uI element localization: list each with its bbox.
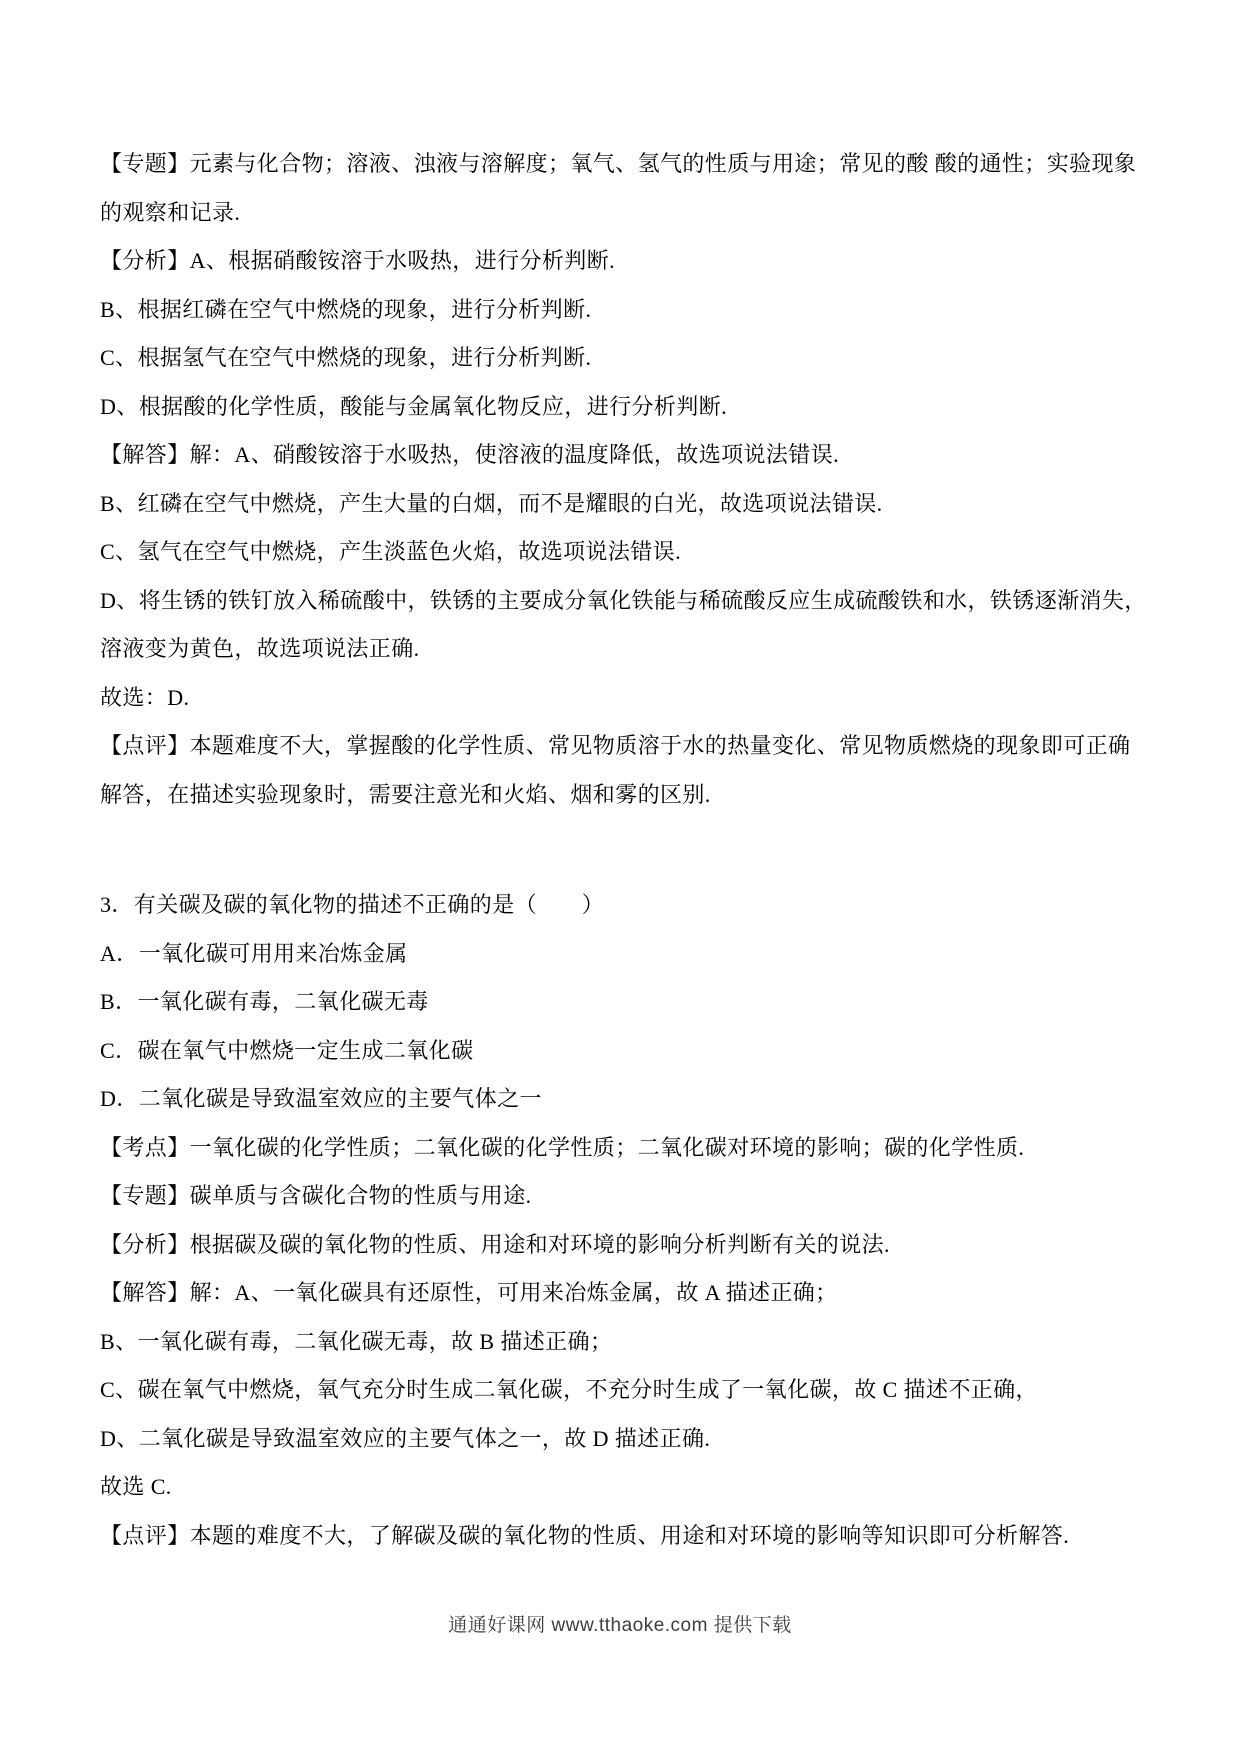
option-b: B．一氧化碳有毒，二氧化碳无毒: [100, 989, 429, 1014]
text-line: 解答，在描述实验现象时，需要注意光和火焰、烟和雾的区别.: [100, 781, 711, 807]
text-line: B、根据红磷在空气中燃烧的现象，进行分析判断.: [100, 296, 592, 322]
option-c: C．碳在氧气中燃烧一定生成二氧化碳: [100, 1037, 474, 1063]
text-line: 故选：D.: [100, 684, 190, 710]
text-line: 【考点】一氧化碳的化学性质；二氧化碳的化学性质；二氧化碳对环境的影响；碳的化学性质.: [100, 1134, 1025, 1160]
text-line: 【分析】A、根据硝酸铵溶于水吸热，进行分析判断.: [100, 248, 615, 273]
page-content: [100, 140, 1147, 1560]
text-line: 的观察和记录.: [100, 199, 241, 225]
text-line: 【点评】本题的难度不大，了解碳及碳的氧化物的性质、用途和对环境的影响等知识即可分析解答.: [100, 1522, 1070, 1548]
text-line: C、氢气在空气中燃烧，产生淡蓝色火焰，故选项说法错误.: [100, 539, 681, 564]
option-a: A．一氧化碳可用用来冶炼金属: [100, 940, 408, 966]
text-line: C、根据氢气在空气中燃烧的现象，进行分析判断.: [100, 345, 592, 370]
question-2-solution-block: [100, 140, 1147, 819]
question-title: 3．有关碳及碳的氧化物的描述不正确的是（ ）: [100, 892, 605, 917]
text-line: 【专题】元素与化合物；溶液、浊液与溶解度；氧气、氢气的性质与用途；常见的酸 酸的通性；实验现象: [100, 151, 1137, 176]
text-line: C、碳在氧气中燃烧，氧气充分时生成二氧化碳，不充分时生成了一氧化碳，故 C 描述不正确，: [100, 1377, 1038, 1402]
text-line: 【点评】本题难度不大，掌握酸的化学性质、常见物质溶于水的热量变化、常见物质燃烧的现象即可正确: [100, 733, 1131, 758]
text-line: 【专题】碳单质与含碳化合物的性质与用途.: [100, 1183, 532, 1208]
text-line: 溶液变为黄色，故选项说法正确.: [100, 636, 420, 661]
text-line: 【分析】根据碳及碳的氧化物的性质、用途和对环境的影响分析判断有关的说法.: [100, 1231, 890, 1257]
text-line: D、根据酸的化学性质，酸能与金属氧化物反应，进行分析判断.: [100, 393, 727, 419]
text-line: 【解答】解：A、一氧化碳具有还原性，可用来冶炼金属，故 A 描述正确；: [100, 1280, 838, 1305]
text-line: D、二氧化碳是导致温室效应的主要气体之一，故 D 描述正确.: [100, 1425, 711, 1451]
option-d: D．二氧化碳是导致温室效应的主要气体之一: [100, 1086, 542, 1111]
question-3-block: [100, 881, 1144, 1560]
text-line: B、红磷在空气中燃烧，产生大量的白烟，而不是耀眼的白光，故选项说法错误.: [100, 490, 883, 516]
text-line: 故选 C.: [100, 1474, 172, 1499]
page-footer: 通通好课网 www.tthaoke.com 提供下载: [448, 1615, 792, 1636]
text-line: D、将生锈的铁钉放入稀硫酸中，铁锈的主要成分氧化铁能与稀硫酸反应生成硫酸铁和水，铁锈逐渐消失，: [100, 587, 1147, 613]
text-line: B、一氧化碳有毒，二氧化碳无毒，故 B 描述正确；: [100, 1328, 613, 1354]
text-line: 【解答】解：A、硝酸铵溶于水吸热，使溶液的温度降低，故选项说法错误.: [100, 442, 839, 467]
